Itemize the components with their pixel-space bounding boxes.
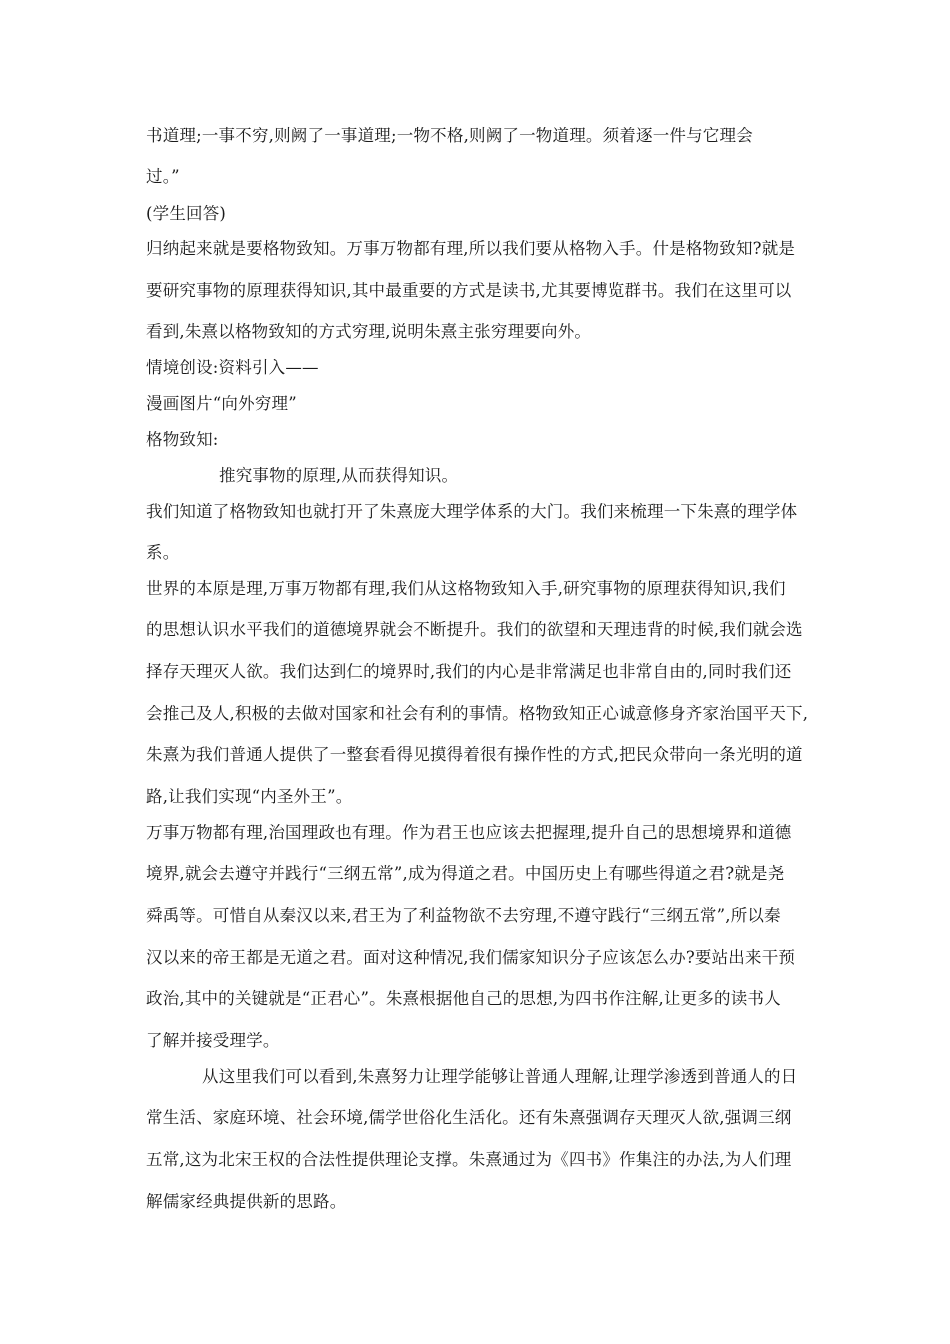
text-line: 朱熹为我们普通人提供了一整套看得见摸得着很有操作性的方式,把民众带向一条光明的道 [146,745,803,764]
text-line: 万事万物都有理,治国理政也有理。作为君王也应该去把握理,提升自己的思想境界和道德 [146,823,792,842]
text-line: 的思想认识水平我们的道德境界就会不断提升。我们的欲望和天理违背的时候,我们就会选 [146,620,803,639]
text-line: 会推己及人,积极的去做对国家和社会有利的事情。格物致知正心诚意修身齐家治国平天下, [146,704,809,723]
text-line: 政治,其中的关键就是“正君心”。朱熹根据他自己的思想,为四书作注解,让更多的读书人 [146,989,781,1008]
text-line: 书道理;一事不穷,则阙了一事道理;一物不格,则阙了一物道理。须着逐一件与它理会 [146,126,753,145]
text-line: 从这里我们可以看到,朱熹努力让理学能够让普通人理解,让理学渗透到普通人的日 [202,1067,798,1086]
text-line: 看到,朱熹以格物致知的方式穷理,说明朱熹主张穷理要向外。 [146,322,592,341]
text-line: 过。” [146,167,180,186]
text-line: 解儒家经典提供新的思路。 [146,1192,347,1211]
text-line: 世界的本原是理,万事万物都有理,我们从这格物致知入手,研究事物的原理获得知识,我们 [146,579,786,598]
text-line: 了解并接受理学。 [146,1031,280,1050]
text-line: 择存天理灭人欲。我们达到仁的境界时,我们的内心是非常满足也非常自由的,同时我们还 [146,662,792,681]
text-line: 推究事物的原理,从而获得知识。 [219,466,459,485]
text-line: 情境创设:资料引入—— [146,358,319,377]
text-line: 归纳起来就是要格物致知。万事万物都有理,所以我们要从格物入手。什是格物致知?就是 [146,239,796,258]
text-line: 境界,就会去遵守并践行“三纲五常”,成为得道之君。中国历史上有哪些得道之君?就是尧 [146,864,785,883]
text-line: 舜禹等。可惜自从秦汉以来,君王为了利益物欲不去穷理,不遵守践行“三纲五常”,所以秦 [146,906,781,925]
text-line: 格物致知: [146,430,219,449]
text-line: 我们知道了格物致知也就打开了朱熹庞大理学体系的大门。我们来梳理一下朱熹的理学体 [146,502,798,521]
text-line: 汉以来的帝王都是无道之君。面对这种情况,我们儒家知识分子应该怎么办?要站出来干预 [146,948,796,967]
text-line: (学生回答) [146,204,227,223]
text-line: 漫画图片“向外穷理” [146,394,297,413]
text-line: 常生活、家庭环境、社会环境,儒学世俗化生活化。还有朱熹强调存天理灭人欲,强调三纲 [146,1108,792,1127]
text-line: 路,让我们实现“内圣外王”。 [146,787,353,806]
text-line: 要研究事物的原理获得知识,其中最重要的方式是读书,尤其要博览群书。我们在这里可以 [146,281,792,300]
text-line: 系。 [146,543,180,562]
text-line: 五常,这为北宋王权的合法性提供理论支撑。朱熹通过为《四书》作集注的办法,为人们理 [146,1150,792,1169]
